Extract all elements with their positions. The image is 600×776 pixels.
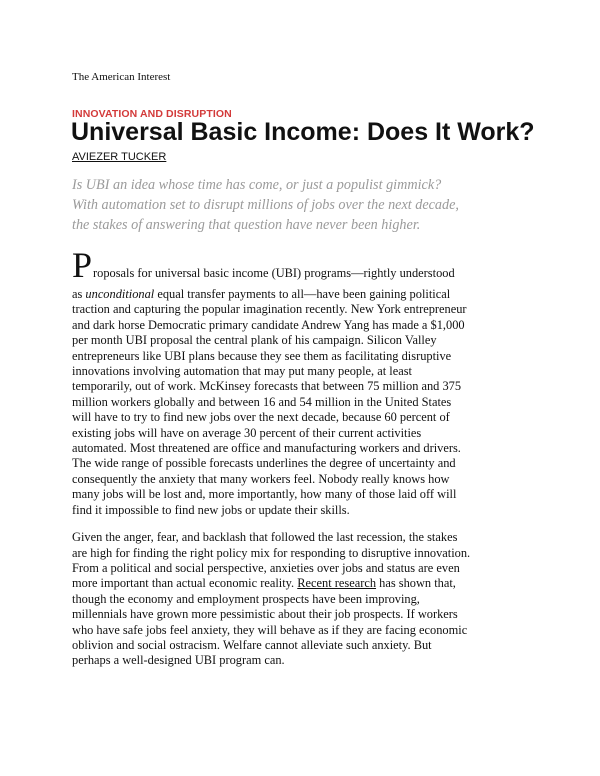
paragraph-line: and dark horse Democratic primary candidate Andrew Yang has made a $1,000: [72, 317, 465, 332]
paragraph-line: will have to try to find new jobs over the next decade, because 60 percent of: [72, 410, 450, 425]
paragraph-line: temporarily, out of work. McKinsey forecasts that between 75 million and 375: [72, 379, 462, 394]
paragraph-line: who have safe jobs feel anxiety, they will behave as if they are facing economic: [72, 622, 468, 637]
dek-line: With automation set to disrupt millions of jobs over the next decade,: [72, 197, 459, 213]
article-title: Universal Basic Income: Does It Work?: [71, 118, 535, 146]
paragraph-line: The wide range of possible forecasts underlines the degree of uncertainty and: [72, 456, 456, 471]
paragraph-1: [72, 287, 542, 518]
recent-research-link[interactable]: Recent research: [297, 576, 377, 591]
publication-name: The American Interest: [72, 71, 171, 83]
paragraph-1-first-line: [72, 247, 542, 285]
paragraph-line: per month UBI proposal the central plank of his campaign. Silicon Valley: [72, 333, 437, 348]
paragraph-line: oblivion and social ostracism. Welfare cannot alleviate such anxiety. But: [72, 637, 432, 652]
paragraph-line: entrepreneurs like UBI plans because they see them as facilitating disruptive: [72, 348, 452, 363]
paragraph-line: though the economy and employment prospects have been improving,: [72, 591, 420, 606]
paragraph-line: automated. Most threatened are office and manufacturing workers and drivers.: [72, 441, 461, 456]
paragraph-line: roposals for universal basic income (UBI) programs—rightly understood: [93, 266, 455, 280]
paragraph-line: millennials have grown more pessimistic about their job prospects. If workers: [72, 607, 458, 622]
author-byline[interactable]: AVIEZER TUCKER: [72, 151, 167, 163]
line-prefix: as: [72, 287, 86, 301]
emphasis-text: unconditional: [85, 287, 155, 301]
article-body: [72, 247, 542, 669]
article-dek: [72, 175, 542, 235]
drop-cap: P: [72, 245, 93, 285]
paragraph-line: perhaps a well-designed UBI program can.: [72, 653, 285, 668]
line-prefix: more important than actual economic reality.: [72, 576, 298, 591]
paragraph-line: many jobs will be lost and, more importantly, how many of those laid off will: [72, 487, 457, 502]
section-label: INNOVATION AND DISRUPTION: [72, 108, 232, 120]
paragraph-line: existing jobs will have on average 30 percent of their current activities: [72, 425, 422, 440]
paragraph-line: consequently the anxiety that many workers feel. Nobody really knows how: [72, 471, 450, 486]
paragraph-line: innovations involving automation that may put many people, at least: [72, 364, 412, 379]
paragraph-line: Given the anger, fear, and backlash that followed the last recession, the stakes: [72, 530, 458, 545]
paragraph-line: traction and capturing the popular imagination recently. New York entrepreneur: [72, 302, 467, 317]
paragraph-line: million workers globally and between 16 and 54 million in the United States: [72, 394, 452, 409]
paragraph-line: find it impossible to find new jobs or update their skills.: [72, 502, 350, 517]
paragraph-line: [72, 287, 542, 302]
paragraph-2: [72, 530, 542, 669]
paragraph-line: From a political and social perspective, anxieties over jobs and status are even: [72, 560, 460, 575]
dek-line: Is UBI an idea whose time has come, or just a populist gimmick?: [72, 177, 442, 193]
dek-line: the stakes of answering that question have never been higher.: [72, 217, 421, 233]
line-suffix: equal transfer payments to all—have been gaining political: [154, 287, 451, 301]
paragraph-line: [72, 576, 542, 591]
line-suffix: has shown that,: [376, 576, 456, 591]
paragraph-line: are high for finding the right policy mix for responding to disruptive innovation.: [72, 545, 471, 560]
